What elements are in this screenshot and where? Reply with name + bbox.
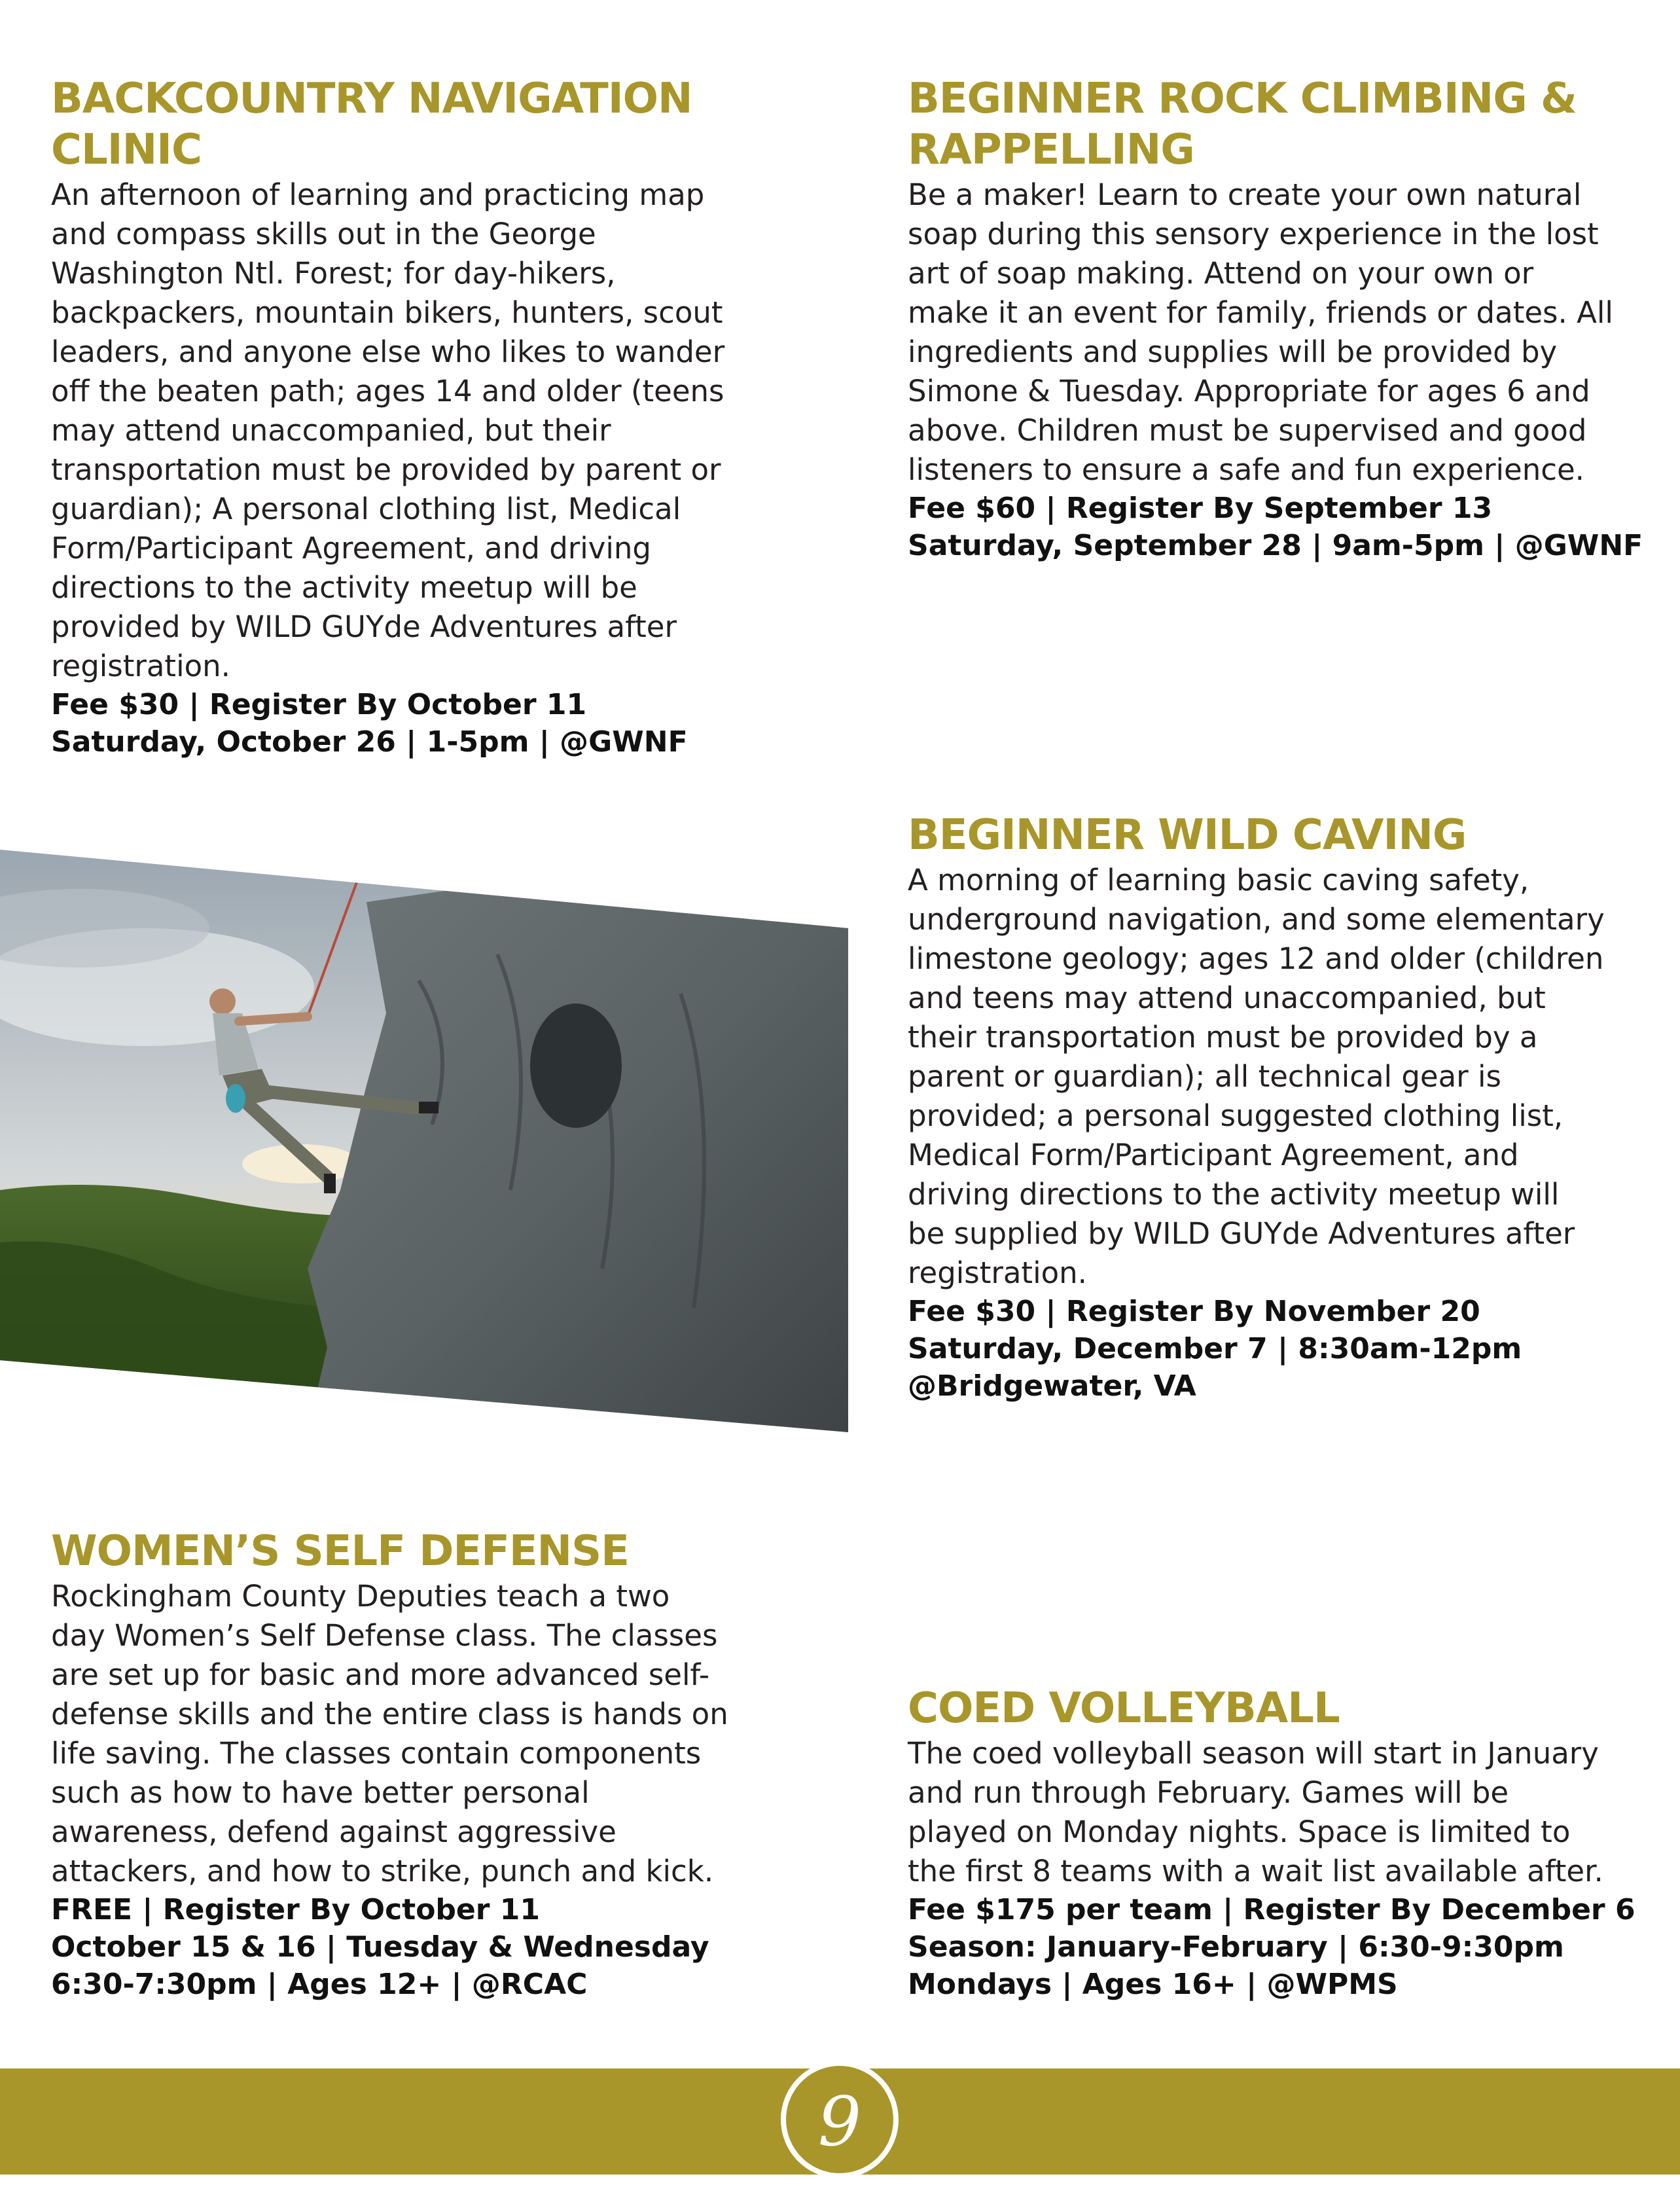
description-line: guardian); A personal clothing list, Medical	[51, 492, 681, 526]
description-line: and compass skills out in the George	[51, 217, 596, 251]
title-line: COED VOLLEYBALL	[908, 1684, 1340, 1733]
section-title	[51, 1526, 784, 1577]
description-line: transportation must be provided by parent or	[51, 452, 721, 487]
section-title	[908, 73, 1654, 175]
rock-climber-photo	[0, 850, 848, 1432]
description-line: provided; a personal suggested clothing list,	[908, 1098, 1564, 1133]
description-line: and teens may attend unaccompanied, but	[908, 981, 1546, 1015]
description-line: defense skills and the entire class is hands on	[51, 1697, 728, 1731]
detail-line: Fee $175 per team | Register By December 6	[908, 1893, 1635, 1926]
description-line: leaders, and anyone else who likes to wander	[51, 334, 725, 369]
section-rock-climbing	[908, 73, 1654, 564]
description-line: soap during this sensory experience in the lost	[908, 217, 1599, 251]
description-line: ingredients and supplies will be provided by	[908, 334, 1558, 369]
section-details	[51, 686, 784, 761]
description-line: are set up for basic and more advanced self-	[51, 1657, 710, 1692]
description-line: off the beaten path; ages 14 and older (teens	[51, 374, 724, 408]
detail-line: October 15 & 16 | Tuesday & Wednesday	[51, 1930, 709, 1964]
description-line: provided by WILD GUYde Adventures after	[51, 609, 677, 644]
section-details	[908, 490, 1654, 564]
section-description	[51, 175, 784, 686]
description-line: Rockingham County Deputies teach a two	[51, 1579, 670, 1614]
description-line: driving directions to the activity meetup will	[908, 1177, 1560, 1212]
description-line: life saving. The classes contain components	[51, 1736, 702, 1771]
description-line: day Women’s Self Defense class. The classes	[51, 1618, 718, 1653]
description-line: the first 8 teams with a wait list available after.	[908, 1854, 1603, 1888]
description-line: An afternoon of learning and practicing map	[51, 177, 705, 212]
description-line: Washington Ntl. Forest; for day-hikers,	[51, 256, 616, 291]
detail-line: Mondays | Ages 16+ | @WPMS	[908, 1968, 1398, 2001]
section-description	[908, 861, 1654, 1293]
detail-line: 6:30-7:30pm | Ages 12+ | @RCAC	[51, 1968, 588, 2001]
description-line: art of soap making. Attend on your own or	[908, 256, 1534, 291]
description-line: underground navigation, and some elementary	[908, 902, 1605, 937]
description-line: such as how to have better personal	[51, 1775, 590, 1810]
description-line: backpackers, mountain bikers, hunters, scout	[51, 295, 723, 330]
description-line: directions to the activity meetup will be	[51, 570, 637, 605]
detail-line: Fee $30 | Register By November 20	[908, 1295, 1480, 1328]
description-line: parent or guardian); all technical gear is	[908, 1059, 1501, 1094]
description-line: registration.	[51, 649, 230, 683]
description-line: may attend unaccompanied, but their	[51, 413, 611, 448]
detail-line: Fee $60 | Register By September 13	[908, 492, 1493, 525]
section-details	[51, 1891, 784, 2003]
detail-line: Season: January-February | 6:30-9:30pm	[908, 1930, 1564, 1964]
title-line: BACKCOUNTRY NAVIGATION	[51, 75, 692, 123]
description-line: Simone & Tuesday. Appropriate for ages 6 and	[908, 374, 1590, 408]
description-line: Medical Form/Participant Agreement, and	[908, 1138, 1519, 1172]
page-number: 9	[817, 2082, 862, 2161]
description-line: limestone geology; ages 12 and older (children	[908, 941, 1604, 976]
detail-line: Saturday, December 7 | 8:30am-12pm	[908, 1332, 1522, 1365]
section-title	[51, 73, 784, 175]
section-description	[908, 1734, 1654, 1891]
detail-line: Fee $30 | Register By October 11	[51, 688, 587, 721]
title-line: CLINIC	[51, 126, 202, 174]
description-line: Form/Participant Agreement, and driving	[51, 531, 651, 566]
description-line: A morning of learning basic caving safety,	[908, 863, 1529, 897]
title-line: WOMEN’S SELF DEFENSE	[51, 1527, 629, 1576]
title-line: BEGINNER ROCK CLIMBING &	[908, 75, 1577, 123]
description-line: make it an event for family, friends or dates. All	[908, 295, 1613, 330]
description-line: and run through February. Games will be	[908, 1775, 1509, 1810]
description-line: listeners to ensure a safe and fun experience.	[908, 452, 1584, 487]
description-line: be supplied by WILD GUYde Adventures after	[908, 1216, 1575, 1251]
title-line: BEGINNER WILD CAVING	[908, 811, 1467, 859]
description-line: their transportation must be provided by a	[908, 1020, 1538, 1055]
detail-line: Saturday, September 28 | 9am-5pm | @GWNF	[908, 529, 1643, 562]
description-line: Be a maker! Learn to create your own natural	[908, 177, 1582, 212]
detail-line: FREE | Register By October 11	[51, 1893, 541, 1926]
description-line: registration.	[908, 1255, 1087, 1290]
section-womens-self-defense	[51, 1526, 784, 2003]
section-description	[51, 1577, 784, 1891]
section-wild-caving	[908, 810, 1654, 1405]
section-backcountry-navigation	[51, 73, 784, 761]
section-coed-volleyball	[908, 1683, 1654, 2003]
description-line: The coed volleyball season will start in January	[908, 1736, 1599, 1771]
description-line: above. Children must be supervised and good	[908, 413, 1587, 448]
title-line: RAPPELLING	[908, 126, 1194, 174]
detail-line: Saturday, October 26 | 1-5pm | @GWNF	[51, 725, 688, 759]
section-details	[908, 1293, 1654, 1405]
description-line: attackers, and how to strike, punch and kick.	[51, 1854, 714, 1888]
section-title	[908, 1683, 1654, 1734]
description-line: awareness, defend against aggressive	[51, 1815, 617, 1849]
section-title	[908, 810, 1654, 861]
detail-line: @Bridgewater, VA	[908, 1369, 1196, 1403]
section-description	[908, 175, 1654, 490]
section-details	[908, 1891, 1654, 2003]
description-line: played on Monday nights. Space is limited to	[908, 1815, 1571, 1849]
